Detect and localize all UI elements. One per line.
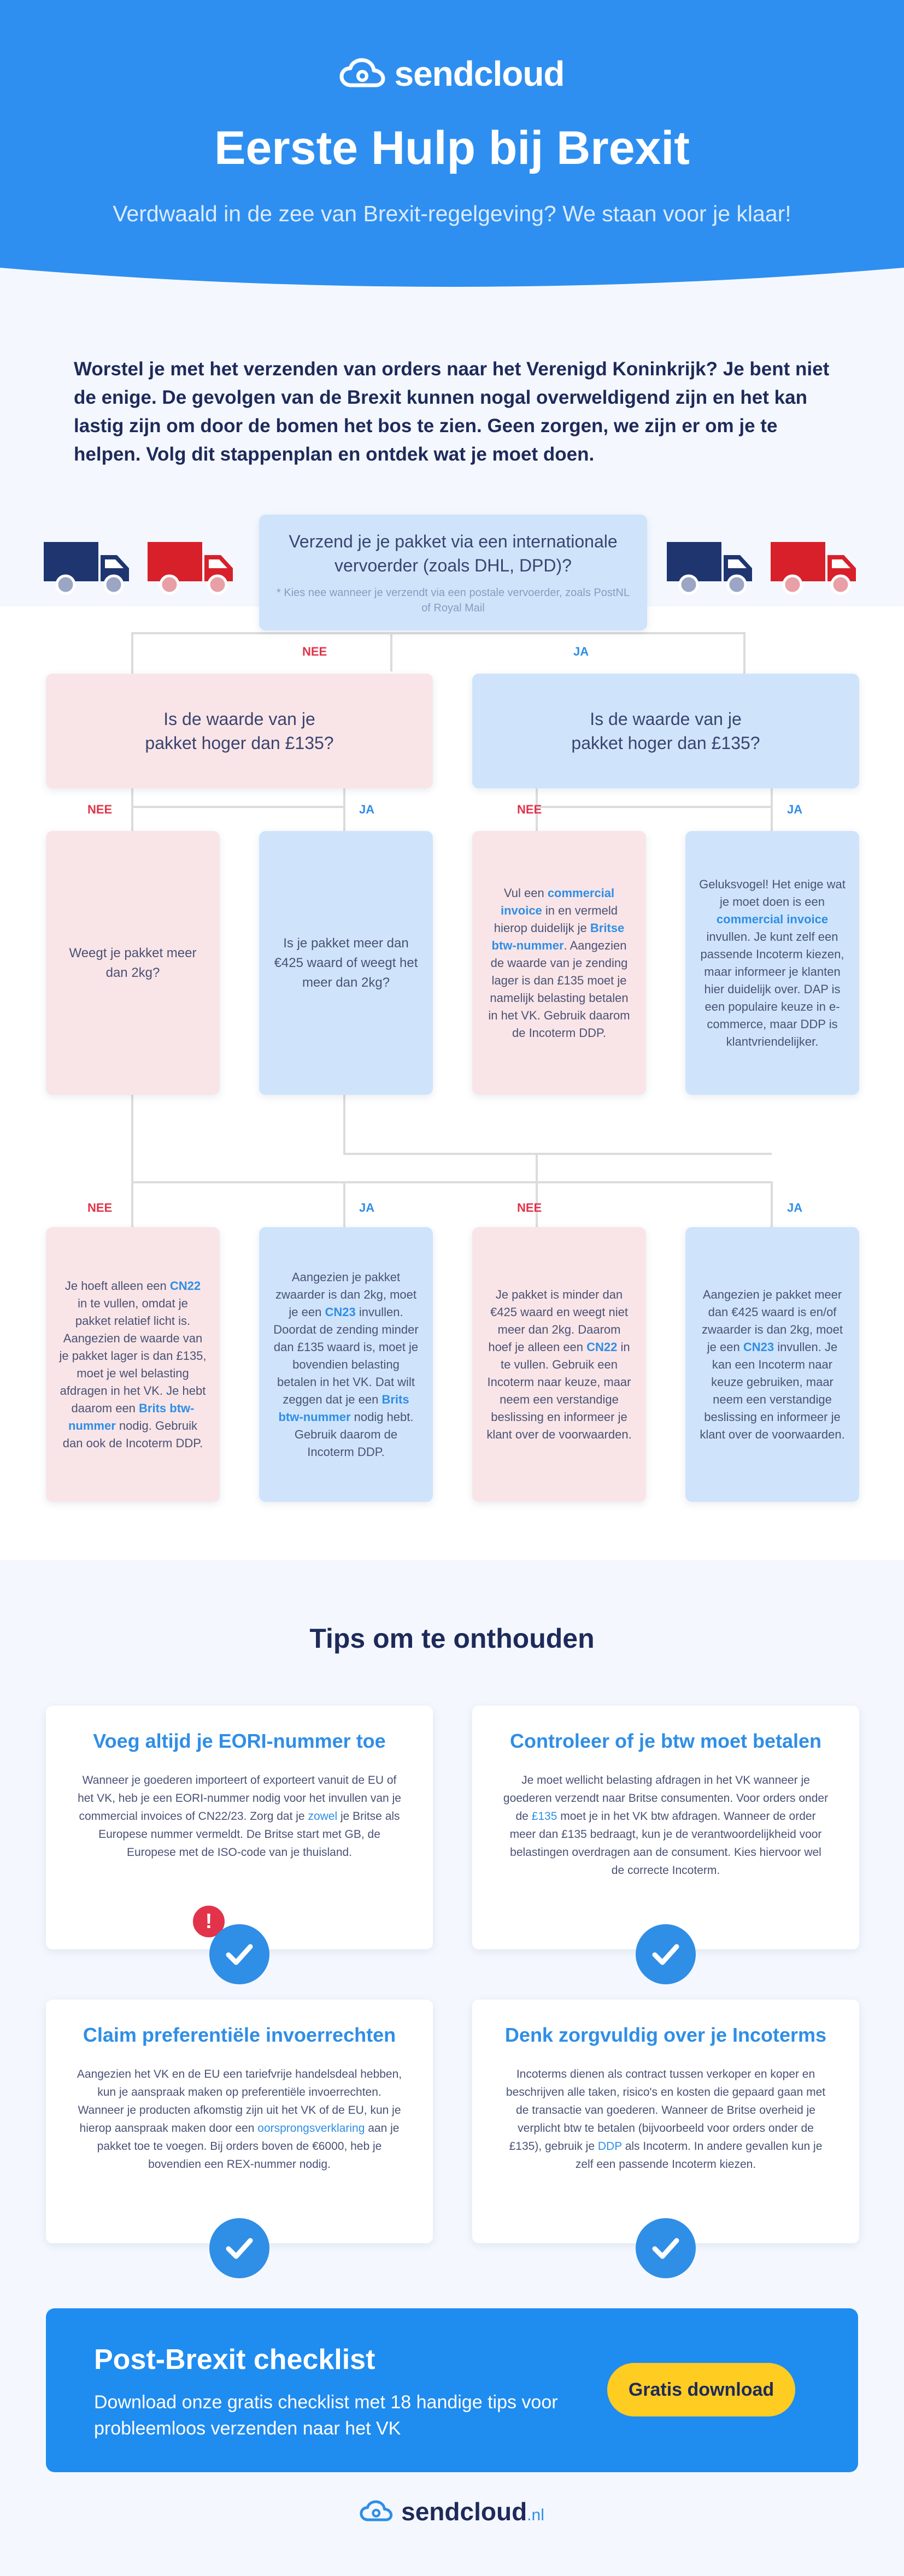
connector [343,1181,345,1227]
vat-number-link[interactable]: Brits btw-nummer [68,1401,195,1433]
check-icon [636,1924,696,1984]
label-no: NEE [302,645,327,658]
tip-title: Controleer of je btw moet betalen [509,1730,822,1752]
logo-text: sendcloud [394,54,565,93]
connector [536,1153,538,1227]
page-title: Eerste Hulp bij Brexit [214,122,690,174]
vat-number-link[interactable]: Britse btw-nummer [491,921,625,952]
question-text: Is de waarde van je pakket hoger dan £135? [145,709,334,753]
connector [131,1181,772,1183]
tip-incoterms [472,2000,859,2243]
truck-red-icon [148,535,235,596]
check-icon [636,2218,696,2278]
label-no: NEE [517,803,542,816]
origin-declaration-link[interactable]: oorsprongsverklaring [257,2122,365,2135]
vat-number-link[interactable]: Brits btw-nummer [278,1392,409,1424]
connector [131,788,133,831]
box-text: Je pakket is minder dan €425 waard en weegt niet meer dan 2kg. Daarom hoef je alleen een CN22 in te vullen. Gebruik een Incoterm naar keuze, maar neem een verstandige beslissing en informeer je klant over de voorwaarden. [486,1287,632,1441]
box-text: Aangezien je pakket meer dan €425 waard is en/of zwaarder is dan 2kg, moet je een CN23 invullen. Je kan een Incoterm naar keuze gebruiken, maar neem een verstandige beslissing en informeer je klant over de voorwaarden. [700,1287,845,1441]
tip-preferential [46,2000,433,2243]
label-no: NEE [87,803,113,816]
connector [343,1095,345,1155]
value-weight-question-box [259,831,433,1095]
connector [536,806,772,808]
connector [771,788,773,831]
cn23-link[interactable]: CN23 [325,1305,356,1319]
commercial-invoice-link[interactable]: commercial invoice [716,912,829,926]
check-icon [209,2218,269,2278]
cloud-icon [339,58,386,90]
connector [131,806,344,808]
ddp-link[interactable]: DDP [597,2140,622,2153]
check-icon [209,1924,269,1984]
tip-text: Aangezien het VK en de EU een tariefvrije handelsdeal hebben, kun je aanspraak maken op preferentiële invoerrechten. Wanneer je producten afkomstig zijn uit het VK of de EU, kun je hierop aanspraak maken door een oorsprongsverklaring aan je pakket toe te voegen. Bij orders boven de €6000, heb je bovendien een REX-nummer nodig. [77,2068,402,2171]
connector [771,1181,773,1227]
connector [343,788,345,831]
value-question-yes [472,674,859,788]
footer-logo[interactable] [0,2497,904,2526]
root-question: Verzend je je pakket via een internationale vervoerder (zoals DHL, DPD)? [289,532,618,575]
connector [131,1095,133,1227]
sendcloud-logo[interactable] [0,54,904,94]
truck-navy-icon [667,535,754,596]
truck-navy-icon [44,535,131,596]
root-question-box [259,515,647,630]
label-yes: JA [573,645,589,658]
footer-logo-text: sendcloud [401,2497,527,2526]
cn23-heavy-box [259,1227,433,1502]
page-subtitle: Verdwaald in de zee van Brexit-regelgeving? We staan voor je klaar! [113,201,791,226]
cta-description: Download onze gratis checklist met 18 handige tips voor probleemloos verzenden naar het VK [94,2392,558,2439]
label-yes: JA [359,1201,375,1215]
label-yes: JA [787,803,803,816]
tips-title: Tips om te onthouden [309,1623,595,1654]
warning-icon: ! [191,1903,227,1940]
label-yes: JA [359,803,375,816]
header-banner [0,0,904,295]
cn22-link[interactable]: CN22 [586,1340,618,1354]
tip-title: Claim preferentiële invoerrechten [83,2024,396,2046]
commercial-invoice-link[interactable]: commercial invoice [500,886,615,917]
connector [131,632,745,634]
value-question-no [46,674,433,788]
weight-question-box [46,831,220,1095]
checklist-cta [46,2308,858,2472]
cn22-value-box [472,1227,646,1502]
label-no: NEE [517,1201,542,1215]
commercial-invoice-box [472,831,646,1095]
tip-vat [472,1706,859,1949]
question-text: Is je pakket meer dan €425 waard of weegt het meer dan 2kg? [274,935,418,990]
tip-text: Je moet wellicht belasting afdragen in het VK wanneer je goederen verzendt naar Britse consumenten. Voor orders onder de £135 moet je in het VK btw afdragen. Wanneer de order meer dan £135 bedraagt, kun je de verantwoordelijkheid voor belastingen overdragen aan de consument. Kies hiervoor wel de correcte Incoterm. [503,1774,829,1877]
footer-logo-tld: .nl [527,2506,544,2524]
zowel-link[interactable]: zowel [308,1810,338,1823]
tip-title: Voeg altijd je EORI-nummer toe [93,1730,386,1752]
cn22-light-box [46,1227,220,1502]
box-text: Je hoeft alleen een CN22 in te vullen, omdat je pakket relatief licht is. Aangezien de waarde van je pakket lager is dan £135, moet je wel belasting afdragen in het VK. Je hebt daarom een Brits btw-nummer nodig. Gebruik dan ook de Incoterm DDP. [59,1278,207,1450]
question-text: Is de waarde van je pakket hoger dan £135? [571,709,760,753]
cn23-link[interactable]: CN23 [743,1340,774,1354]
question-text: Weegt je pakket meer dan 2kg? [69,945,197,980]
price-link[interactable]: £135 [531,1810,557,1823]
tip-eori [46,1706,433,1949]
intro-text: Worstel je met het verzenden van orders naar het Verenigd Koninkrijk? Je bent niet de enige. De gevolgen van de Brexit kunnen nogal overweldigend zijn en het kan lastig zijn om door de bomen het bos te zien. Geen zorgen, we zijn er om je te helpen. Volg dit stappenplan en ontdek wat je moet doen. [74,358,830,465]
connector [131,632,133,674]
cloud-icon [360,2500,394,2523]
tip-text: Wanneer je goederen importeert of exporteert vanuit de EU of het VK, heb je een EORI-nummer nodig voor het invullen van je commercial invoices of CN22/23. Zorg dat je zowel je Britse als Europese nummer vermeldt. De Britse start met GB, de Europese met de ISO-code van je thuisland. [78,1774,401,1859]
connector [743,632,745,674]
truck-red-icon [771,535,858,596]
lucky-box [685,831,859,1095]
cn22-link[interactable]: CN22 [169,1278,201,1293]
box-text: Aangezien je pakket zwaarder is dan 2kg, moet je een CN23 invullen. Doordat de zending minder dan £135 waard is, moet je bovendien belasting betalen in het VK. Dat wilt zeggen dat je een Brits btw-nummer nodig hebt. Gebruik daarom de Incoterm DDP. [273,1270,419,1459]
connector [343,1153,772,1155]
tip-title: Denk zorgvuldig over je Incoterms [504,2024,827,2046]
cn23-value-box [685,1227,859,1502]
download-button[interactable]: Gratis download [607,2363,795,2416]
tip-text: Incoterms dienen als contract tussen verkoper en koper en beschrijven alle taken, risico's en kosten die gepaard gaan met de transactie van goederen. Wanneer de Britse overheid je verplicht btw te betalen (bijvoorbeeld voor orders onder de £135), gebruik je DDP als Incoterm. In andere gevallen kun je zelf een passende Incoterm kiezen. [506,2068,826,2171]
label-no: NEE [87,1201,113,1215]
box-text: Vul een commercial invoice in en vermeld hierop duidelijk je Britse btw-nummer. Aangezien de waarde van je zending lager is dan £135 moet je namelijk belasting betalen in het VK. Gebruik daarom de Incoterm DDP. [488,886,630,1040]
cta-title: Post-Brexit checklist [94,2344,375,2375]
label-yes: JA [787,1201,803,1215]
box-text: Geluksvogel! Het enige wat je moet doen is een commercial invoice invullen. Je kunt zelf een passende Incoterm kiezen, maar informeer je klanten hier duidelijk over. DAP is een populaire keuze in e-commerce, maar DDP is klantvriendelijker. [699,877,846,1048]
root-note: * Kies nee wanneer je verzendt via een postale vervoerder, zoals PostNL of Royal Mail [277,587,630,614]
connector [390,632,392,671]
